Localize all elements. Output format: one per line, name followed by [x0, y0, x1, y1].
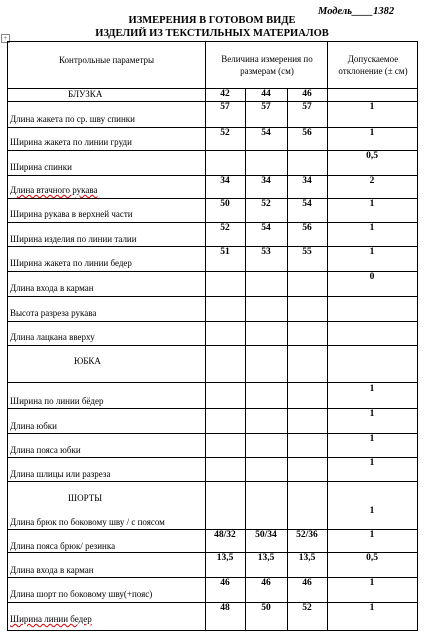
row-tolerance: 0 — [369, 272, 375, 282]
row-value: 52/36 — [296, 530, 318, 540]
row-label: Длина входа в карман — [10, 565, 94, 575]
row-tolerance: 0,5 — [366, 151, 378, 161]
row-tolerance: 1 — [369, 434, 375, 444]
row-label: Ширина спинки — [10, 162, 72, 172]
row-value: 55 — [302, 247, 312, 257]
row-value: 56 — [302, 223, 312, 233]
section-blouse: БЛУЗКА — [68, 89, 103, 99]
row-label: Длина брюк по боковому шву / с поясом — [10, 517, 165, 527]
row-value: 46 — [220, 578, 230, 588]
row-label: Ширина рукава в верхней части — [10, 209, 133, 219]
row-value: 54 — [302, 199, 312, 209]
row-label: Ширина жакета по линии груди — [10, 137, 132, 147]
row-value: 57 — [261, 102, 271, 112]
row-label: Ширина изделия по линии талии — [10, 234, 137, 244]
row-tolerance: 1 — [369, 384, 375, 394]
row-label: Длина лацкана вверху — [10, 332, 95, 342]
row-tolerance: 1 — [369, 578, 375, 588]
row-tolerance: 1 — [369, 530, 375, 540]
row-label: Длина юбки — [10, 421, 57, 431]
row-value: 50/34 — [255, 530, 277, 540]
row-value: 54 — [261, 223, 271, 233]
row-value: 57 — [302, 102, 312, 112]
row-label-text: Ширина по линии бёдер — [10, 396, 104, 406]
header-tolerance: Допускаемое отклонение (± см) — [338, 54, 408, 76]
row-tolerance: 0,5 — [366, 553, 378, 563]
section-shorts: ШОРТЫ — [68, 493, 103, 503]
row-value: 13,5 — [257, 553, 275, 563]
row-value: 13,5 — [298, 553, 316, 563]
row-value: 52 — [261, 199, 271, 209]
row-label: Высота разреза рукава — [10, 308, 97, 318]
row-value: 13,5 — [216, 553, 234, 563]
row-label: Длина пояса юбки — [10, 445, 81, 455]
model-number: Модель____1382 — [318, 6, 395, 17]
row-value: 52 — [220, 128, 230, 138]
row-value: 52 — [302, 603, 312, 613]
row-value: 34 — [302, 176, 312, 186]
row-tolerance: 1 — [369, 223, 375, 233]
row-value: 34 — [220, 176, 230, 186]
row-tolerance: 2 — [369, 176, 375, 186]
row-value: 50 — [220, 199, 230, 209]
row-value: 56 — [302, 128, 312, 138]
row-label-text: Ширина линии бедер — [10, 614, 92, 624]
size-header: 46 — [302, 89, 312, 99]
row-label: Длина жакета по ср. шву спинки — [10, 114, 135, 124]
row-label: Длина входа в карман — [10, 283, 94, 293]
row-value: 46 — [261, 578, 271, 588]
header-params: Контрольные параметры — [58, 55, 155, 65]
header-sizes: Величина измерения по размерам (см) — [221, 54, 313, 76]
row-label: Длина шорт по боковому шву(+пояс) — [10, 589, 153, 599]
row-tolerance: 1 — [369, 409, 375, 419]
document-title-line-1: ИЗМЕРЕНИЯ В ГОТОВОМ ВИДЕ — [128, 15, 296, 26]
row-label — [10, 185, 98, 195]
size-header: 44 — [261, 89, 271, 99]
row-tolerance: 1 — [369, 102, 375, 112]
row-label-text: Длина втачного рукава — [10, 185, 98, 195]
row-value: 57 — [220, 102, 230, 112]
row-label — [10, 614, 92, 624]
row-label: Ширина жакета по линии бедер — [10, 258, 132, 268]
size-header: 42 — [220, 89, 230, 99]
row-value: 48/32 — [214, 530, 236, 540]
row-value: 48 — [220, 603, 230, 613]
row-value: 51 — [220, 247, 230, 257]
document-title-line-2: ИЗДЕЛИЙ ИЗ ТЕКСТИЛЬНЫХ МАТЕРИАЛОВ — [95, 28, 329, 39]
row-label: Длина пояса брюк/ резинка — [10, 541, 116, 551]
row-tolerance: 1 — [369, 199, 375, 209]
row-value: 46 — [302, 578, 312, 588]
section-skirt: ЮБКА — [74, 356, 101, 366]
row-value: 34 — [261, 176, 271, 186]
row-value: 54 — [261, 128, 271, 138]
row-tolerance: 1 — [369, 247, 375, 257]
row-tolerance: 1 — [369, 128, 375, 138]
row-tolerance: 1 — [369, 506, 375, 516]
row-value: 50 — [261, 603, 271, 613]
row-tolerance: 1 — [369, 603, 375, 613]
table-move-handle-icon[interactable]: + — [1, 34, 10, 43]
row-value: 52 — [220, 223, 230, 233]
row-label — [10, 396, 104, 406]
row-tolerance: 1 — [369, 458, 375, 468]
row-label: Длина шлицы или разреза — [10, 469, 111, 479]
row-value: 53 — [261, 247, 271, 257]
